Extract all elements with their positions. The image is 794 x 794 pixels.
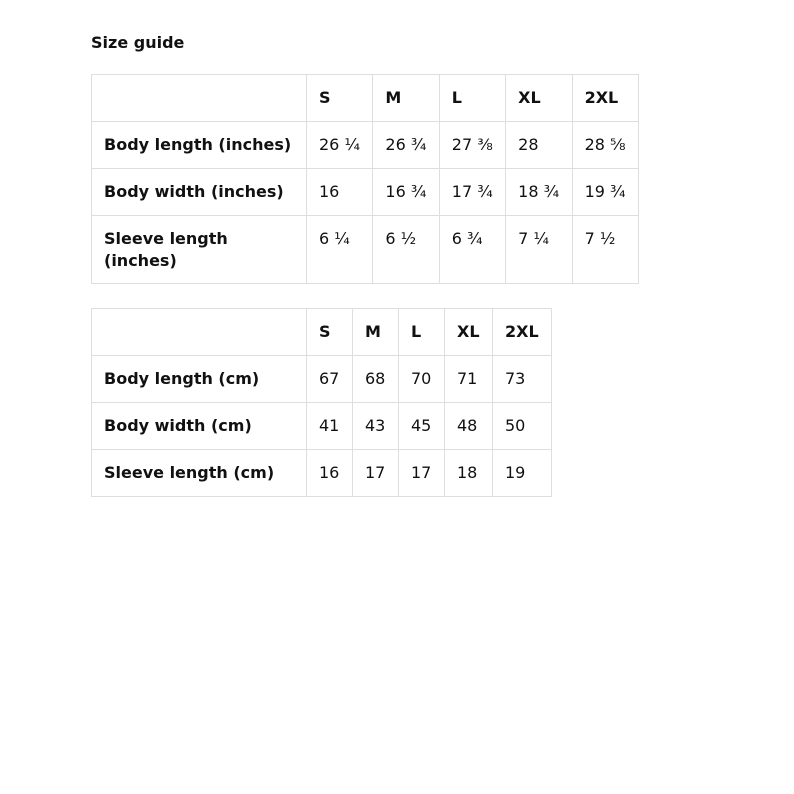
- table-cell: 67: [307, 356, 353, 403]
- table-cell: 16: [307, 450, 353, 497]
- header-cell-size: 2XL: [493, 309, 552, 356]
- table-cell: 18: [445, 450, 493, 497]
- row-label: Sleeve length (cm): [92, 450, 307, 497]
- table-cell: 26 ¼: [307, 122, 373, 169]
- header-cell-size: XL: [445, 309, 493, 356]
- table-cell: 50: [493, 403, 552, 450]
- header-cell-size: M: [353, 309, 399, 356]
- header-cell-empty: [92, 309, 307, 356]
- table-cell: 17: [399, 450, 445, 497]
- table-cell: 71: [445, 356, 493, 403]
- table-cell: 7 ½: [572, 216, 638, 284]
- table-cell: 16: [307, 169, 373, 216]
- row-label: Body length (cm): [92, 356, 307, 403]
- table-cell: 18 ¾: [506, 169, 572, 216]
- row-label: Body length (inches): [92, 122, 307, 169]
- table-row: [92, 169, 639, 216]
- table-cell: 6 ½: [373, 216, 439, 284]
- table-row: [92, 216, 639, 284]
- header-cell-size: L: [399, 309, 445, 356]
- table-header-row: [92, 309, 552, 356]
- table-cell: 6 ¼: [307, 216, 373, 284]
- table-row: [92, 356, 552, 403]
- table-cell: 17: [353, 450, 399, 497]
- table-cell: 7 ¼: [506, 216, 572, 284]
- table-cell: 73: [493, 356, 552, 403]
- table-cell: 16 ¾: [373, 169, 439, 216]
- table-cell: 48: [445, 403, 493, 450]
- table-cell: 17 ¾: [439, 169, 505, 216]
- size-table-cm: [91, 308, 552, 497]
- table-cell: 19 ¾: [572, 169, 638, 216]
- table-cell: 26 ¾: [373, 122, 439, 169]
- row-label: Body width (cm): [92, 403, 307, 450]
- table-row: [92, 450, 552, 497]
- header-cell-empty: [92, 75, 307, 122]
- row-label: Sleeve length (inches): [92, 216, 307, 284]
- header-cell-size: XL: [506, 75, 572, 122]
- header-cell-size: M: [373, 75, 439, 122]
- table-cell: 68: [353, 356, 399, 403]
- table-row: [92, 403, 552, 450]
- table-cell: 70: [399, 356, 445, 403]
- size-table-inches: [91, 74, 639, 284]
- header-cell-size: 2XL: [572, 75, 638, 122]
- table-cell: 19: [493, 450, 552, 497]
- table-cell: 43: [353, 403, 399, 450]
- table-cell: 28 ⅝: [572, 122, 638, 169]
- table-cell: 28: [506, 122, 572, 169]
- row-label: Body width (inches): [92, 169, 307, 216]
- table-header-row: [92, 75, 639, 122]
- table-cell: 41: [307, 403, 353, 450]
- table-cell: 27 ⅜: [439, 122, 505, 169]
- size-guide-title: Size guide: [91, 33, 185, 52]
- table-row: [92, 122, 639, 169]
- table-cell: 6 ¾: [439, 216, 505, 284]
- table-cell: 45: [399, 403, 445, 450]
- header-cell-size: S: [307, 75, 373, 122]
- header-cell-size: S: [307, 309, 353, 356]
- header-cell-size: L: [439, 75, 505, 122]
